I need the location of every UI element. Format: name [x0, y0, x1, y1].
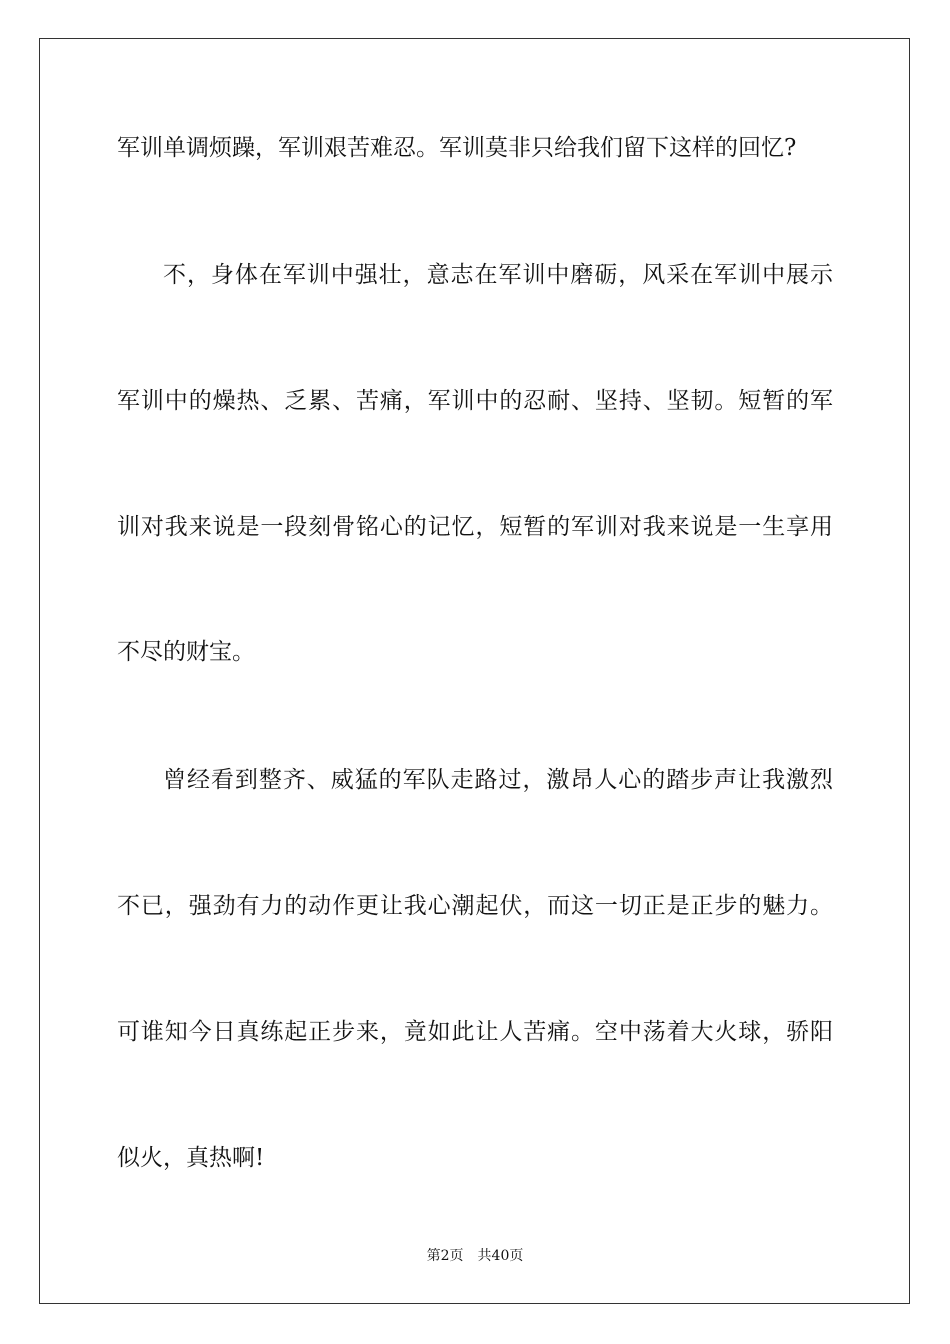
text-line-3: 军训中的燥热、乏累、苦痛，军训中的忍耐、坚持、坚韧。短暂的军 [117, 388, 833, 414]
text-line-6: 曾经看到整齐、威猛的军队走路过，激昂人心的踏步声让我激烈 [163, 767, 833, 793]
text-line-7: 不已，强劲有力的动作更让我心潮起伏，而这一切正是正步的魅力。 [117, 893, 833, 919]
text-line-4: 训对我来说是一段刻骨铭心的记忆，短暂的军训对我来说是一生享用 [117, 514, 833, 540]
page-number-total: 共40页 [477, 1248, 524, 1264]
page-number-current: 第2页 [426, 1248, 464, 1264]
text-line-5: 不尽的财宝。 [117, 639, 255, 665]
page-footer [0, 1245, 950, 1265]
text-line-1: 军训单调烦躁，军训艰苦难忍。军训莫非只给我们留下这样的回忆? [117, 135, 797, 161]
text-line-2: 不，身体在军训中强壮，意志在军训中磨砺，风采在军训中展示 [163, 262, 833, 288]
text-line-9: 似火，真热啊! [117, 1145, 265, 1171]
text-line-8: 可谁知今日真练起正步来，竟如此让人苦痛。空中荡着大火球，骄阳 [117, 1019, 833, 1045]
